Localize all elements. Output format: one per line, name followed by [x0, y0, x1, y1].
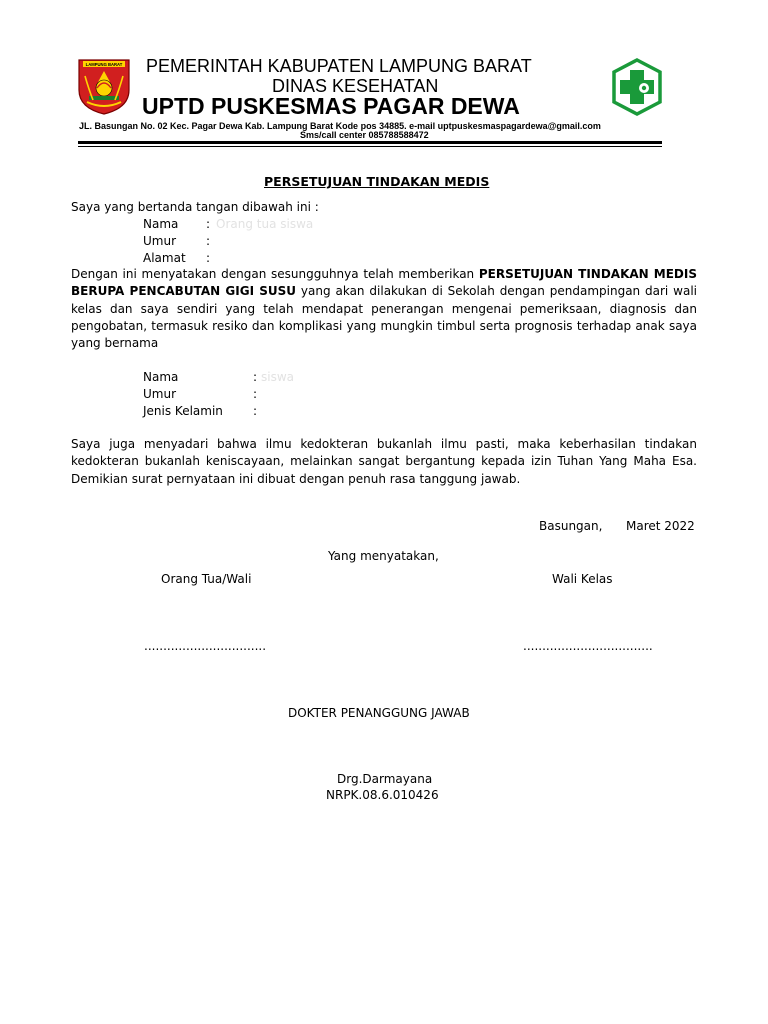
signer-name-colon: : — [206, 217, 211, 231]
child-gender-label: Jenis Kelamin — [143, 404, 223, 418]
document-title: PERSETUJUAN TINDAKAN MEDIS — [264, 174, 490, 189]
date-text: Maret 2022 — [626, 519, 695, 533]
place-text: Basungan, — [539, 519, 603, 533]
puskesmas-logo — [610, 58, 664, 116]
child-gender-colon: : — [253, 404, 258, 418]
doctor-name: Drg.Darmayana — [337, 772, 433, 786]
child-age-label: Umur — [143, 387, 177, 401]
child-name-label: Nama — [143, 370, 179, 384]
sign-left-line: ................................ — [144, 639, 267, 653]
signer-age-label: Umur — [143, 234, 177, 248]
statement-part2: yang akan dilakukan di Sekolah dengan pendampingan dari wali kelas dan saya sendiri yang telah mendapat penerangan mengenai pemeriksaan, diagnosis dan pengobatan, termasuk resiko dan komplikasi yang mungkin timbul serta prognosis terhadap anak saya yang bernama — [71, 284, 697, 351]
signer-address-label: Alamat — [143, 251, 186, 265]
letterhead-government: PEMERINTAH KABUPATEN LAMPUNG BARAT — [146, 56, 532, 76]
sign-right-line: .................................. — [523, 639, 653, 653]
sign-left-label: Orang Tua/Wali — [161, 572, 252, 586]
letterhead-rule-thin — [78, 146, 662, 147]
letterhead-address: JL. Basungan No. 02 Kec. Pagar Dewa Kab. Lampung Barat Kode pos 34885. e-mail uptpuskesmaspagardewa@gmail.com — [79, 121, 601, 131]
intro-text: Saya yang bertanda tangan dibawah ini : — [71, 200, 319, 214]
sign-right-label: Wali Kelas — [552, 572, 613, 586]
child-name-value: siswa — [261, 370, 295, 384]
letterhead-agency: DINAS KESEHATAN — [272, 76, 439, 96]
closing-paragraph: Saya juga menyadari bahwa ilmu kedokteran bukanlah ilmu pasti, maka keberhasilan tindakan kedokteran bukanlah keniscayaan, melainkan sangat bergantung kepada izin Tuhan Yang Maha Esa. Demikian surat pernyataan ini dibuat dengan penuh rasa tanggung jawab. — [71, 437, 697, 486]
doctor-id: NRPK.08.6.010426 — [326, 788, 439, 802]
signer-name-label: Nama — [143, 217, 179, 231]
signer-age-colon: : — [206, 234, 211, 248]
declarant-text: Yang menyatakan, — [328, 549, 439, 563]
child-age-colon: : — [253, 387, 258, 401]
letterhead-rule-thick — [78, 141, 662, 144]
svg-text:LAMPUNG BARAT: LAMPUNG BARAT — [85, 62, 123, 67]
statement-paragraph — [71, 266, 697, 352]
letterhead-contact: Sms/call center 085788588472 — [300, 130, 429, 140]
signer-address-colon: : — [206, 251, 211, 265]
statement-bold: PERSETUJUAN TINDAKAN MEDIS BERUPA PENCABUTAN GIGI SUSU — [71, 267, 698, 299]
statement-part1: Dengan ini menyatakan dengan sesungguhnya telah memberikan — [71, 267, 479, 281]
doctor-role: DOKTER PENANGGUNG JAWAB — [288, 706, 470, 720]
signer-name-value: Orang tua siswa — [216, 217, 314, 231]
letterhead-institution: UPTD PUSKESMAS PAGAR DEWA — [142, 93, 520, 119]
child-name-colon: : — [253, 370, 258, 384]
lampung-barat-emblem — [75, 56, 133, 116]
